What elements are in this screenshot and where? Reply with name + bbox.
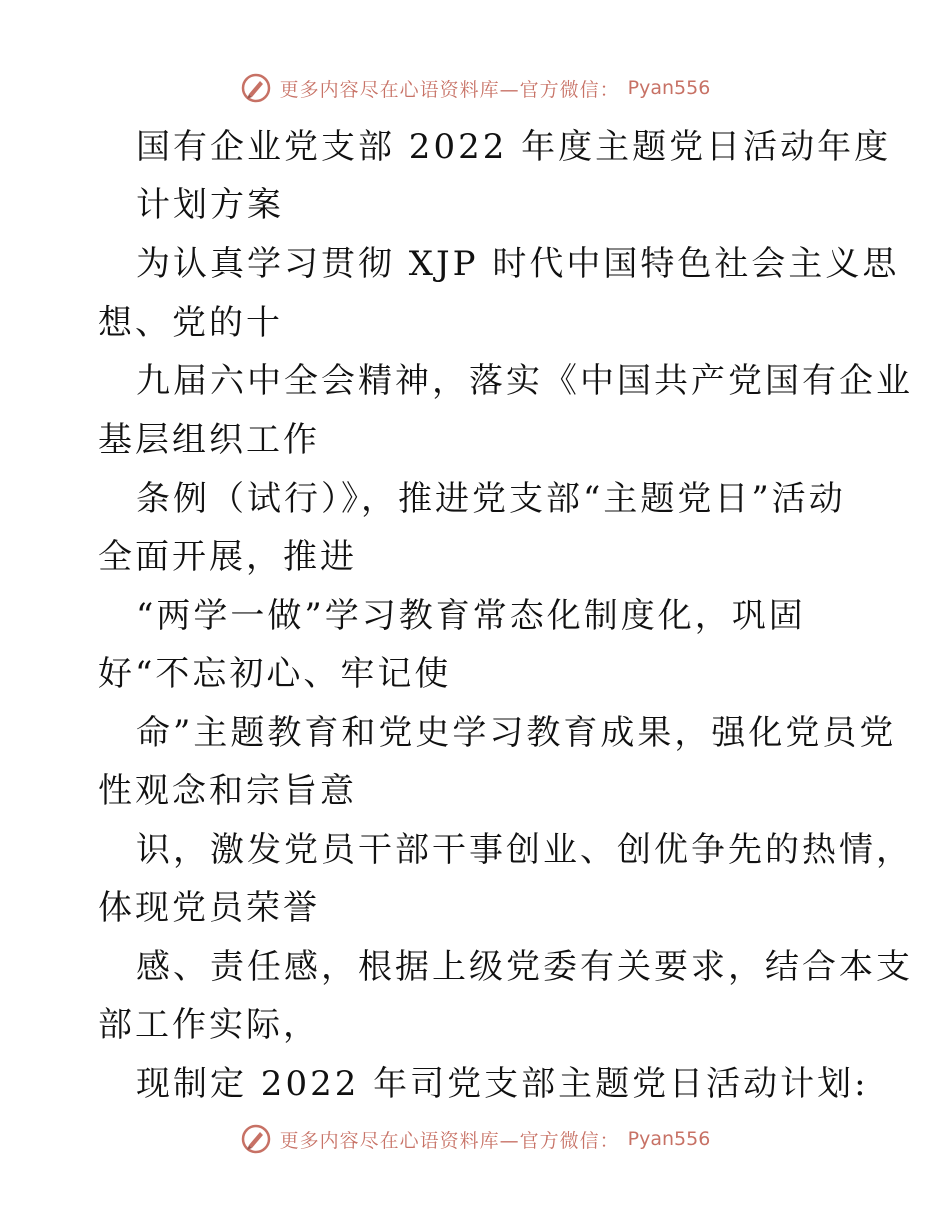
doc-line: 全面开展，推进 bbox=[98, 537, 357, 577]
doc-line: 想、党的十 bbox=[98, 303, 283, 343]
doc-line: 感、责任感，根据上级党委有关要求，结合本支 bbox=[136, 947, 913, 987]
doc-line: 体现党员荣誉 bbox=[98, 888, 320, 928]
doc-line: 好“不忘初心、牢记使 bbox=[98, 654, 452, 694]
doc-line: 命”主题教育和党史学习教育成果，强化党员党 bbox=[136, 713, 897, 753]
watermark-text: 更多内容尽在心语资料库—官方微信： bbox=[279, 78, 620, 101]
footer-watermark bbox=[0, 1123, 950, 1155]
doc-line: 计划方案 bbox=[136, 185, 284, 225]
doc-line: 国有企业党支部 2022 年度主题党日活动年度 bbox=[136, 127, 892, 167]
doc-line: 性观念和宗旨意 bbox=[98, 771, 357, 811]
doc-line: 基层组织工作 bbox=[98, 420, 320, 460]
pen-logo-icon bbox=[240, 72, 272, 104]
doc-line: 现制定 2022 年司党支部主题党日活动计划: bbox=[136, 1064, 869, 1104]
doc-line: 识，激发党员干部干事创业、创优争先的热情， bbox=[136, 830, 913, 870]
watermark-wechat-id: Pyan556 bbox=[627, 1128, 711, 1150]
doc-line: 为认真学习贯彻 XJP 时代中国特色社会主义思 bbox=[136, 244, 900, 284]
doc-line: 九届六中全会精神，落实《中国共产党国有企业 bbox=[136, 361, 913, 401]
watermark-wechat-id: Pyan556 bbox=[627, 77, 711, 99]
doc-line: 条例（试行）》，推进党支部“主题党日”活动 bbox=[136, 479, 846, 519]
header-watermark bbox=[0, 72, 950, 104]
watermark-text: 更多内容尽在心语资料库—官方微信： bbox=[279, 1129, 620, 1152]
pen-logo-icon bbox=[240, 1123, 272, 1155]
doc-line: “两学一做”学习教育常态化制度化，巩固 bbox=[136, 596, 806, 636]
doc-line: 部工作实际， bbox=[98, 1005, 320, 1045]
